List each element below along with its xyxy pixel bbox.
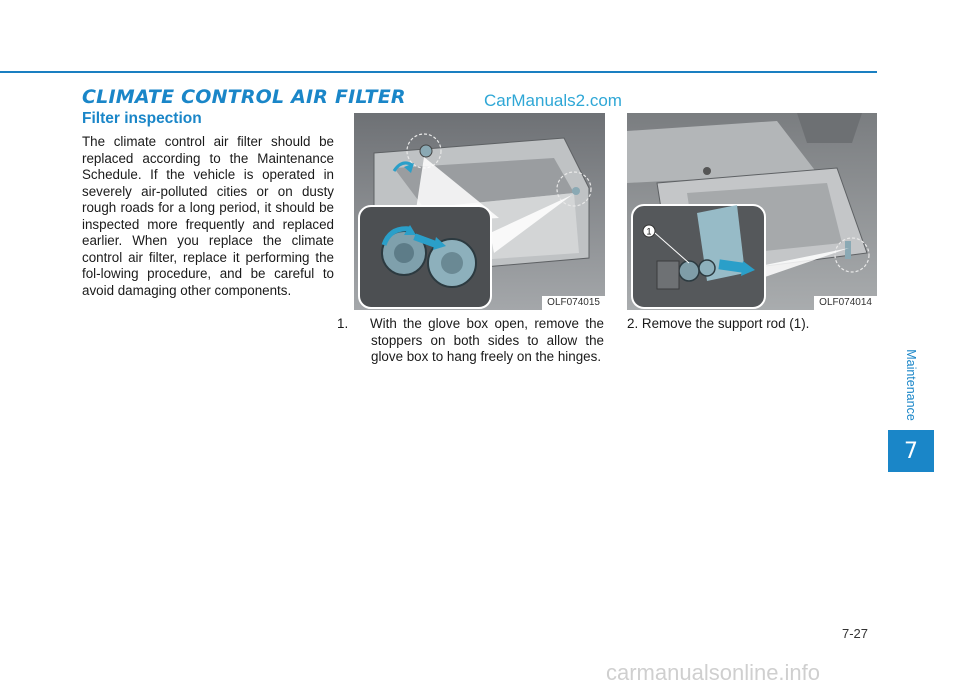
chapter-tab: 7 (888, 430, 934, 472)
filter-inspection-body: The climate control air filter should be replaced according to the Maintenance Schedule. If the vehicle is operated in severely air-polluted cities or on dusty rough roads for a long period, it should be inspected more frequently and replaced earlier. When you replace the climate control air filter, replace it performing the fol-lowing procedure, and be careful to avoid damaging other components. (82, 134, 334, 298)
support-rod-illustration (627, 113, 877, 310)
section-title: CLIMATE CONTROL AIR FILTER (82, 86, 406, 108)
figure-support-rod (627, 113, 877, 310)
watermark-bottom: carmanualsonline.info (606, 660, 821, 685)
sidebar-section-label (901, 340, 921, 430)
header-rule (0, 71, 877, 73)
figure-code: OLF074014 (814, 296, 877, 310)
step-2 (627, 316, 877, 333)
step-1 (337, 316, 604, 366)
glove-box-stoppers-illustration (354, 113, 605, 310)
figure-code: OLF074015 (542, 296, 605, 310)
step-2-text: Remove the support rod (1). (641, 316, 810, 331)
subheading-filter-inspection: Filter inspection (82, 110, 202, 127)
step-1-text: With the glove box open, remove the stoppers on both sides to allow the glove box to hang freely on the hinges. (370, 316, 604, 364)
watermark-top: CarManuals2.com (484, 91, 622, 110)
callout-1: 1 (646, 226, 652, 237)
figure-glove-box-stoppers (354, 113, 605, 310)
page-number: 7-27 (842, 626, 869, 641)
step-1-number: 1. (337, 316, 349, 331)
step-2-number: 2. (627, 316, 639, 331)
sidebar-section-text: Maintenance (904, 349, 918, 421)
